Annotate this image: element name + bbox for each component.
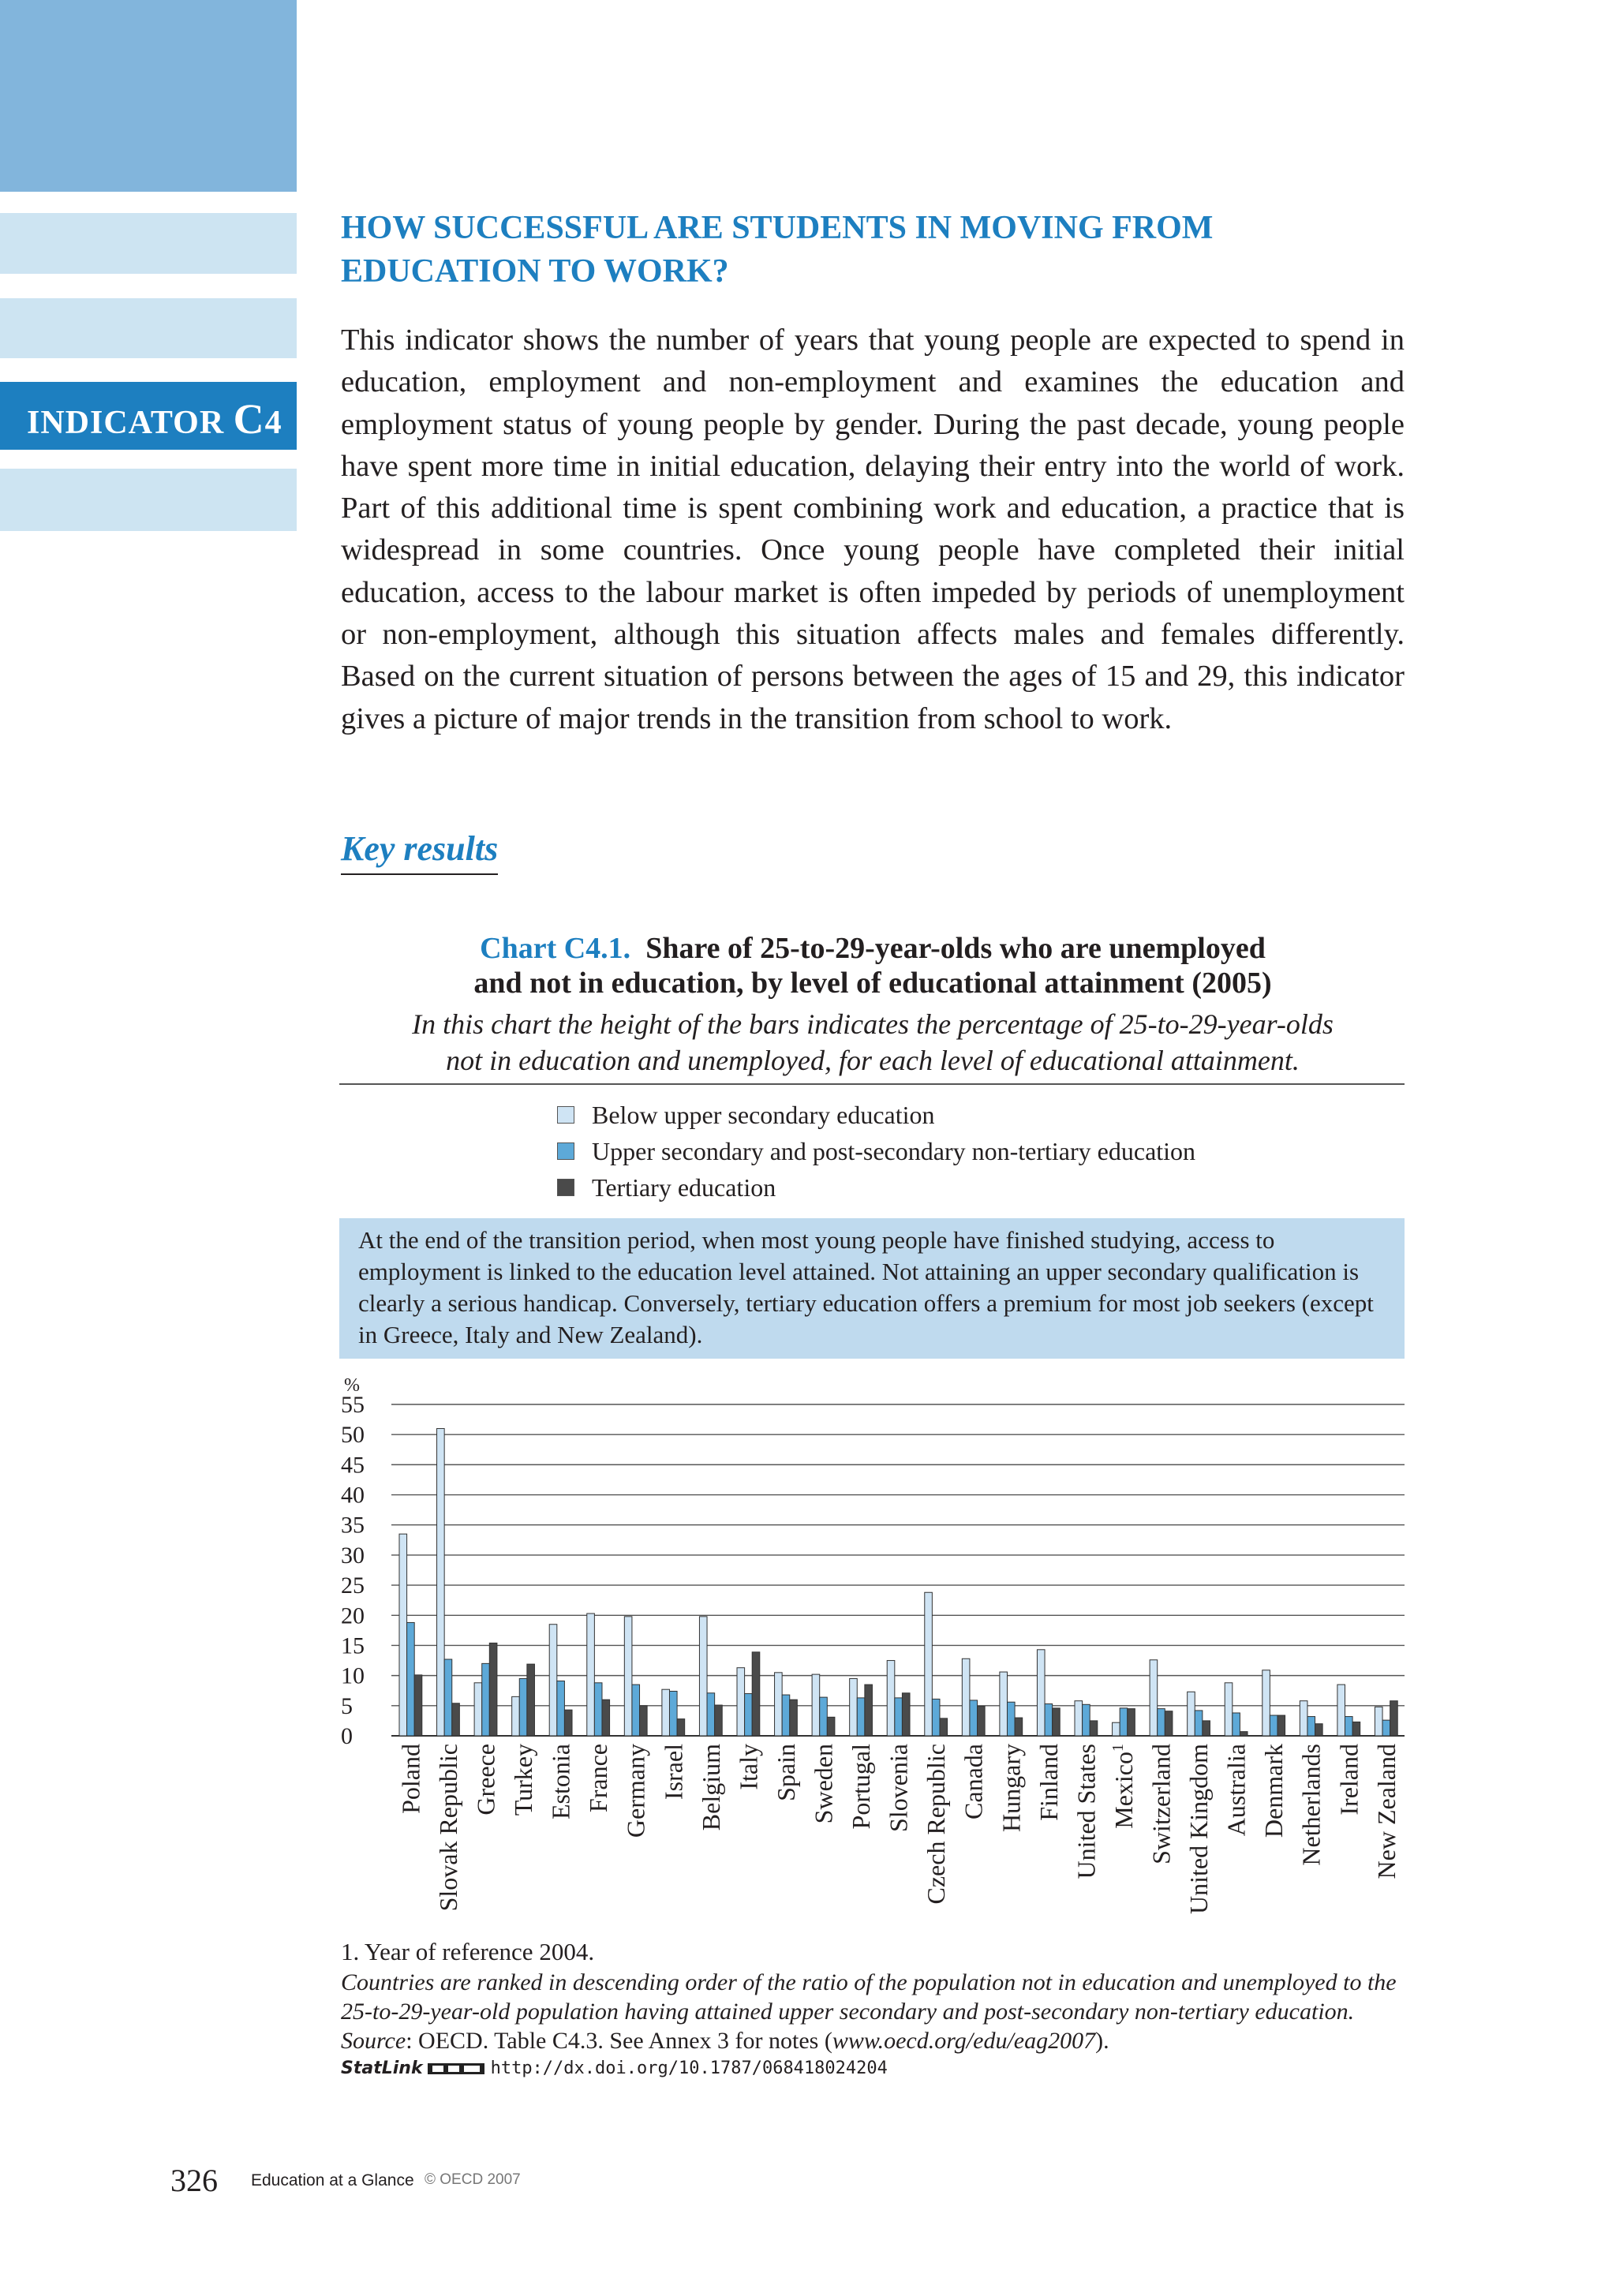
- bar-0: [925, 1592, 933, 1736]
- x-tick-label: Canada: [959, 1744, 988, 1819]
- bar-2: [940, 1718, 948, 1736]
- x-tick-label: Switzerland: [1147, 1744, 1176, 1864]
- bar-0: [1300, 1701, 1307, 1736]
- y-tick-label: 20: [341, 1602, 365, 1629]
- y-tick-label: 50: [341, 1422, 365, 1449]
- chart-title-line2: and not in education, by level of educational attainment (2005): [473, 967, 1272, 1000]
- y-tick-label: 45: [341, 1452, 365, 1479]
- bar-2: [1315, 1724, 1323, 1736]
- page-title-line2: EDUCATION TO WORK?: [341, 253, 729, 290]
- bar-2: [677, 1719, 685, 1736]
- bar-1: [1120, 1708, 1128, 1736]
- bar-1: [594, 1683, 602, 1736]
- bar-1: [745, 1694, 753, 1736]
- x-tick-label: Poland: [396, 1744, 425, 1814]
- legend-swatch: [557, 1106, 574, 1124]
- bar-1: [1158, 1709, 1165, 1736]
- x-tick-label: Hungary: [997, 1744, 1026, 1832]
- bar-2: [790, 1700, 798, 1736]
- legend-item: [557, 1097, 1195, 1133]
- bar-2: [1165, 1711, 1173, 1736]
- bar-1: [707, 1693, 715, 1736]
- bar-0: [1037, 1650, 1045, 1736]
- x-tick-label: Israel: [659, 1744, 688, 1801]
- indicator-word: INDICATOR: [27, 405, 225, 441]
- legend-swatch: [557, 1179, 574, 1196]
- y-tick-label: 25: [341, 1572, 365, 1599]
- bar-0: [1375, 1707, 1382, 1736]
- bar-0: [1150, 1660, 1158, 1736]
- footnote-year: 1. Year of reference 2004.: [341, 1938, 595, 1965]
- bar-2: [715, 1705, 723, 1736]
- x-tick-label: Ireland: [1334, 1744, 1364, 1815]
- bar-1: [1007, 1702, 1015, 1736]
- bar-1: [970, 1700, 978, 1736]
- chart-subtitle-line1: In this chart the height of the bars indicates the percentage of 25-to-29-year-olds: [412, 1008, 1334, 1040]
- statlink: [341, 2055, 1414, 2082]
- bar-2: [752, 1652, 760, 1736]
- bar-0: [850, 1678, 858, 1736]
- bar-2: [865, 1685, 873, 1736]
- y-tick-label: 40: [341, 1482, 365, 1509]
- bar-1: [1045, 1704, 1053, 1736]
- bar-2: [414, 1675, 422, 1736]
- bar-1: [1382, 1720, 1390, 1736]
- source-end: ).: [1095, 2028, 1109, 2054]
- bar-2: [1053, 1708, 1060, 1736]
- bar-2: [1090, 1721, 1098, 1736]
- sidebar-block: [0, 298, 297, 358]
- bar-1: [632, 1685, 640, 1736]
- statlink-label: StatLink: [341, 2059, 423, 2078]
- bar-0: [1225, 1683, 1233, 1736]
- y-tick-label: 5: [341, 1692, 353, 1719]
- bar-0: [624, 1617, 632, 1736]
- chart-legend: [557, 1097, 1195, 1206]
- bar-0: [1188, 1692, 1195, 1736]
- bar-1: [557, 1681, 565, 1736]
- legend-item: [557, 1133, 1195, 1169]
- x-tick-label: Australia: [1221, 1744, 1251, 1837]
- bar-1: [1195, 1711, 1203, 1736]
- bar-1: [1270, 1715, 1277, 1736]
- indicator-letter: C: [233, 395, 265, 443]
- x-tick-label: Greece: [471, 1744, 500, 1815]
- chart-footnotes: [341, 1937, 1414, 2082]
- footnote-ranking: Countries are ranked in descending order of the ratio of the population not in education and unemployed to the 25-to-29-year-old population having attained upper secondary and post-secondary non-tertiary education.: [341, 1969, 1397, 2025]
- y-tick-label: 10: [341, 1662, 365, 1689]
- bar-1: [820, 1697, 828, 1736]
- bar-0: [1262, 1670, 1270, 1736]
- bar-0: [1113, 1722, 1120, 1736]
- bar-1: [519, 1678, 527, 1736]
- x-tick-label: Portugal: [847, 1744, 876, 1830]
- statlink-url[interactable]: http://dx.doi.org/10.1787/068418024204: [490, 2059, 888, 2078]
- bar-0: [699, 1617, 707, 1736]
- legend-item: [557, 1169, 1195, 1206]
- bar-0: [399, 1534, 407, 1736]
- bar-2: [489, 1643, 497, 1736]
- chart-subtitle-line2: not in education and unemployed, for each level of educational attainment.: [446, 1045, 1300, 1076]
- bar-0: [962, 1658, 970, 1736]
- bar-2: [1240, 1732, 1248, 1736]
- page-title-line1: HOW SUCCESSFUL ARE STUDENTS IN MOVING FROM: [341, 210, 1214, 246]
- bar-0: [887, 1661, 895, 1736]
- bar-1: [669, 1691, 677, 1736]
- bar-2: [1015, 1718, 1023, 1736]
- bar-chart: [316, 1361, 1420, 1929]
- bar-2: [902, 1693, 910, 1736]
- page-number: 326: [170, 2163, 218, 2198]
- y-axis-label: %: [344, 1375, 360, 1396]
- bar-0: [1000, 1672, 1008, 1736]
- y-tick-label: 15: [341, 1632, 365, 1659]
- bar-0: [1337, 1685, 1345, 1736]
- x-tick-label: New Zealand: [1371, 1744, 1401, 1879]
- sidebar-block: [0, 469, 297, 531]
- y-tick-label: 55: [341, 1392, 365, 1418]
- legend-swatch: [557, 1142, 574, 1160]
- bar-1: [407, 1622, 415, 1736]
- x-tick-label: Mexico$^1$: [1109, 1744, 1138, 1829]
- bar-1: [1307, 1717, 1315, 1736]
- x-tick-label: Belgium: [696, 1744, 725, 1831]
- sidebar-block-top: [0, 0, 297, 192]
- callout-box: At the end of the transition period, when most young people have finished studying, access to employment is linked to the education level attained. Not attaining an upper secondary qualification is clearly a serious handicap. Conversely, tertiary education offers a premium for most job seekers (except in Greece, Italy and New Zealand).: [339, 1218, 1405, 1359]
- x-tick-label: Germany: [621, 1744, 650, 1838]
- bar-0: [437, 1429, 445, 1736]
- bar-2: [1128, 1709, 1135, 1736]
- bar-2: [1203, 1721, 1210, 1736]
- legend-label: Tertiary education: [592, 1172, 776, 1202]
- chart-title-line1: Share of 25-to-29-year-olds who are unemployed: [645, 932, 1266, 965]
- y-tick-label: 0: [341, 1723, 353, 1749]
- y-tick-label: 30: [341, 1542, 365, 1569]
- bar-0: [812, 1674, 820, 1736]
- x-tick-note: 1: [1109, 1744, 1127, 1752]
- y-tick-label: 35: [341, 1512, 365, 1539]
- bar-0: [662, 1689, 670, 1736]
- bar-0: [474, 1683, 482, 1736]
- bar-0: [549, 1625, 557, 1736]
- bar-2: [827, 1717, 835, 1736]
- x-tick-label: Czech Republic: [922, 1744, 951, 1905]
- x-tick-label: Netherlands: [1296, 1744, 1326, 1866]
- bar-2: [564, 1710, 572, 1736]
- bar-2: [1352, 1722, 1360, 1736]
- publication-title: Education at a Glance: [251, 2171, 414, 2189]
- x-tick-label: Turkey: [509, 1744, 538, 1816]
- bar-1: [1233, 1713, 1240, 1736]
- chart-title: [341, 931, 1405, 1000]
- footnote-source: [341, 2026, 1414, 2055]
- divider: [339, 1083, 1405, 1085]
- bar-1: [1345, 1717, 1352, 1736]
- bar-1: [482, 1663, 490, 1736]
- x-tick-label: United States: [1072, 1744, 1101, 1879]
- bar-0: [775, 1673, 783, 1736]
- x-tick-label: Denmark: [1259, 1744, 1289, 1838]
- source-label: Source: [341, 2028, 406, 2054]
- legend-label: Below upper secondary education: [592, 1100, 935, 1129]
- bar-0: [1075, 1701, 1083, 1736]
- bar-2: [1390, 1701, 1398, 1736]
- x-tick-label: United Kingdom: [1184, 1744, 1214, 1914]
- chart-number: Chart C4.1.: [480, 932, 631, 965]
- bar-2: [1277, 1715, 1285, 1736]
- source-text: : OECD. Table C4.3. See Annex 3 for notes (: [406, 2028, 832, 2054]
- bar-2: [452, 1703, 460, 1736]
- bar-0: [587, 1614, 595, 1736]
- bar-2: [978, 1707, 986, 1736]
- key-results-heading: Key results: [341, 828, 498, 875]
- x-tick-label: Estonia: [546, 1744, 575, 1819]
- source-link[interactable]: www.oecd.org/edu/eag2007: [832, 2028, 1096, 2054]
- x-tick-label: Spain: [771, 1744, 800, 1801]
- x-tick-label: France: [584, 1744, 613, 1813]
- statlink-icon: [428, 2062, 484, 2076]
- x-tick-label: Slovak Republic: [433, 1744, 462, 1912]
- bar-1: [782, 1695, 790, 1736]
- bar-0: [512, 1696, 520, 1736]
- page-title: [341, 207, 1414, 294]
- x-tick-label: Slovenia: [884, 1744, 913, 1832]
- chart-subtitle: [341, 1006, 1405, 1079]
- copyright: © OECD 2007: [425, 2171, 521, 2188]
- bar-1: [895, 1698, 903, 1736]
- bar-1: [444, 1659, 452, 1736]
- bar-2: [602, 1700, 610, 1736]
- bar-1: [932, 1699, 940, 1736]
- x-tick-label: Finland: [1034, 1744, 1063, 1821]
- x-tick-label: Italy: [734, 1744, 763, 1790]
- bar-2: [640, 1706, 648, 1736]
- sidebar-block: [0, 213, 297, 274]
- bar-0: [737, 1668, 745, 1736]
- indicator-number: 4: [264, 405, 282, 441]
- bar-1: [1083, 1704, 1090, 1736]
- indicator-label: [27, 395, 282, 443]
- legend-label: Upper secondary and post-secondary non-tertiary education: [592, 1136, 1196, 1165]
- intro-paragraph: This indicator shows the number of years that young people are expected to spend in education, employment and non-employment and examines the education and employment status of young people by gender. During the past decade, young people have spent more time in initial education, delaying their entry into the world of work. Part of this additional time is spent combining work and education, a practice that is widespread in some countries. Once young people have completed their initial education, access to the labour market is often impeded by periods of unemployment or non-employment, although this situation affects males and females differently. Based on the current situation of persons between the ages of 15 and 29, this indicator gives a picture of major trends in the transition from school to work.: [341, 323, 1405, 735]
- bar-2: [527, 1664, 535, 1736]
- x-tick-label: Sweden: [809, 1744, 838, 1824]
- bar-1: [857, 1698, 865, 1736]
